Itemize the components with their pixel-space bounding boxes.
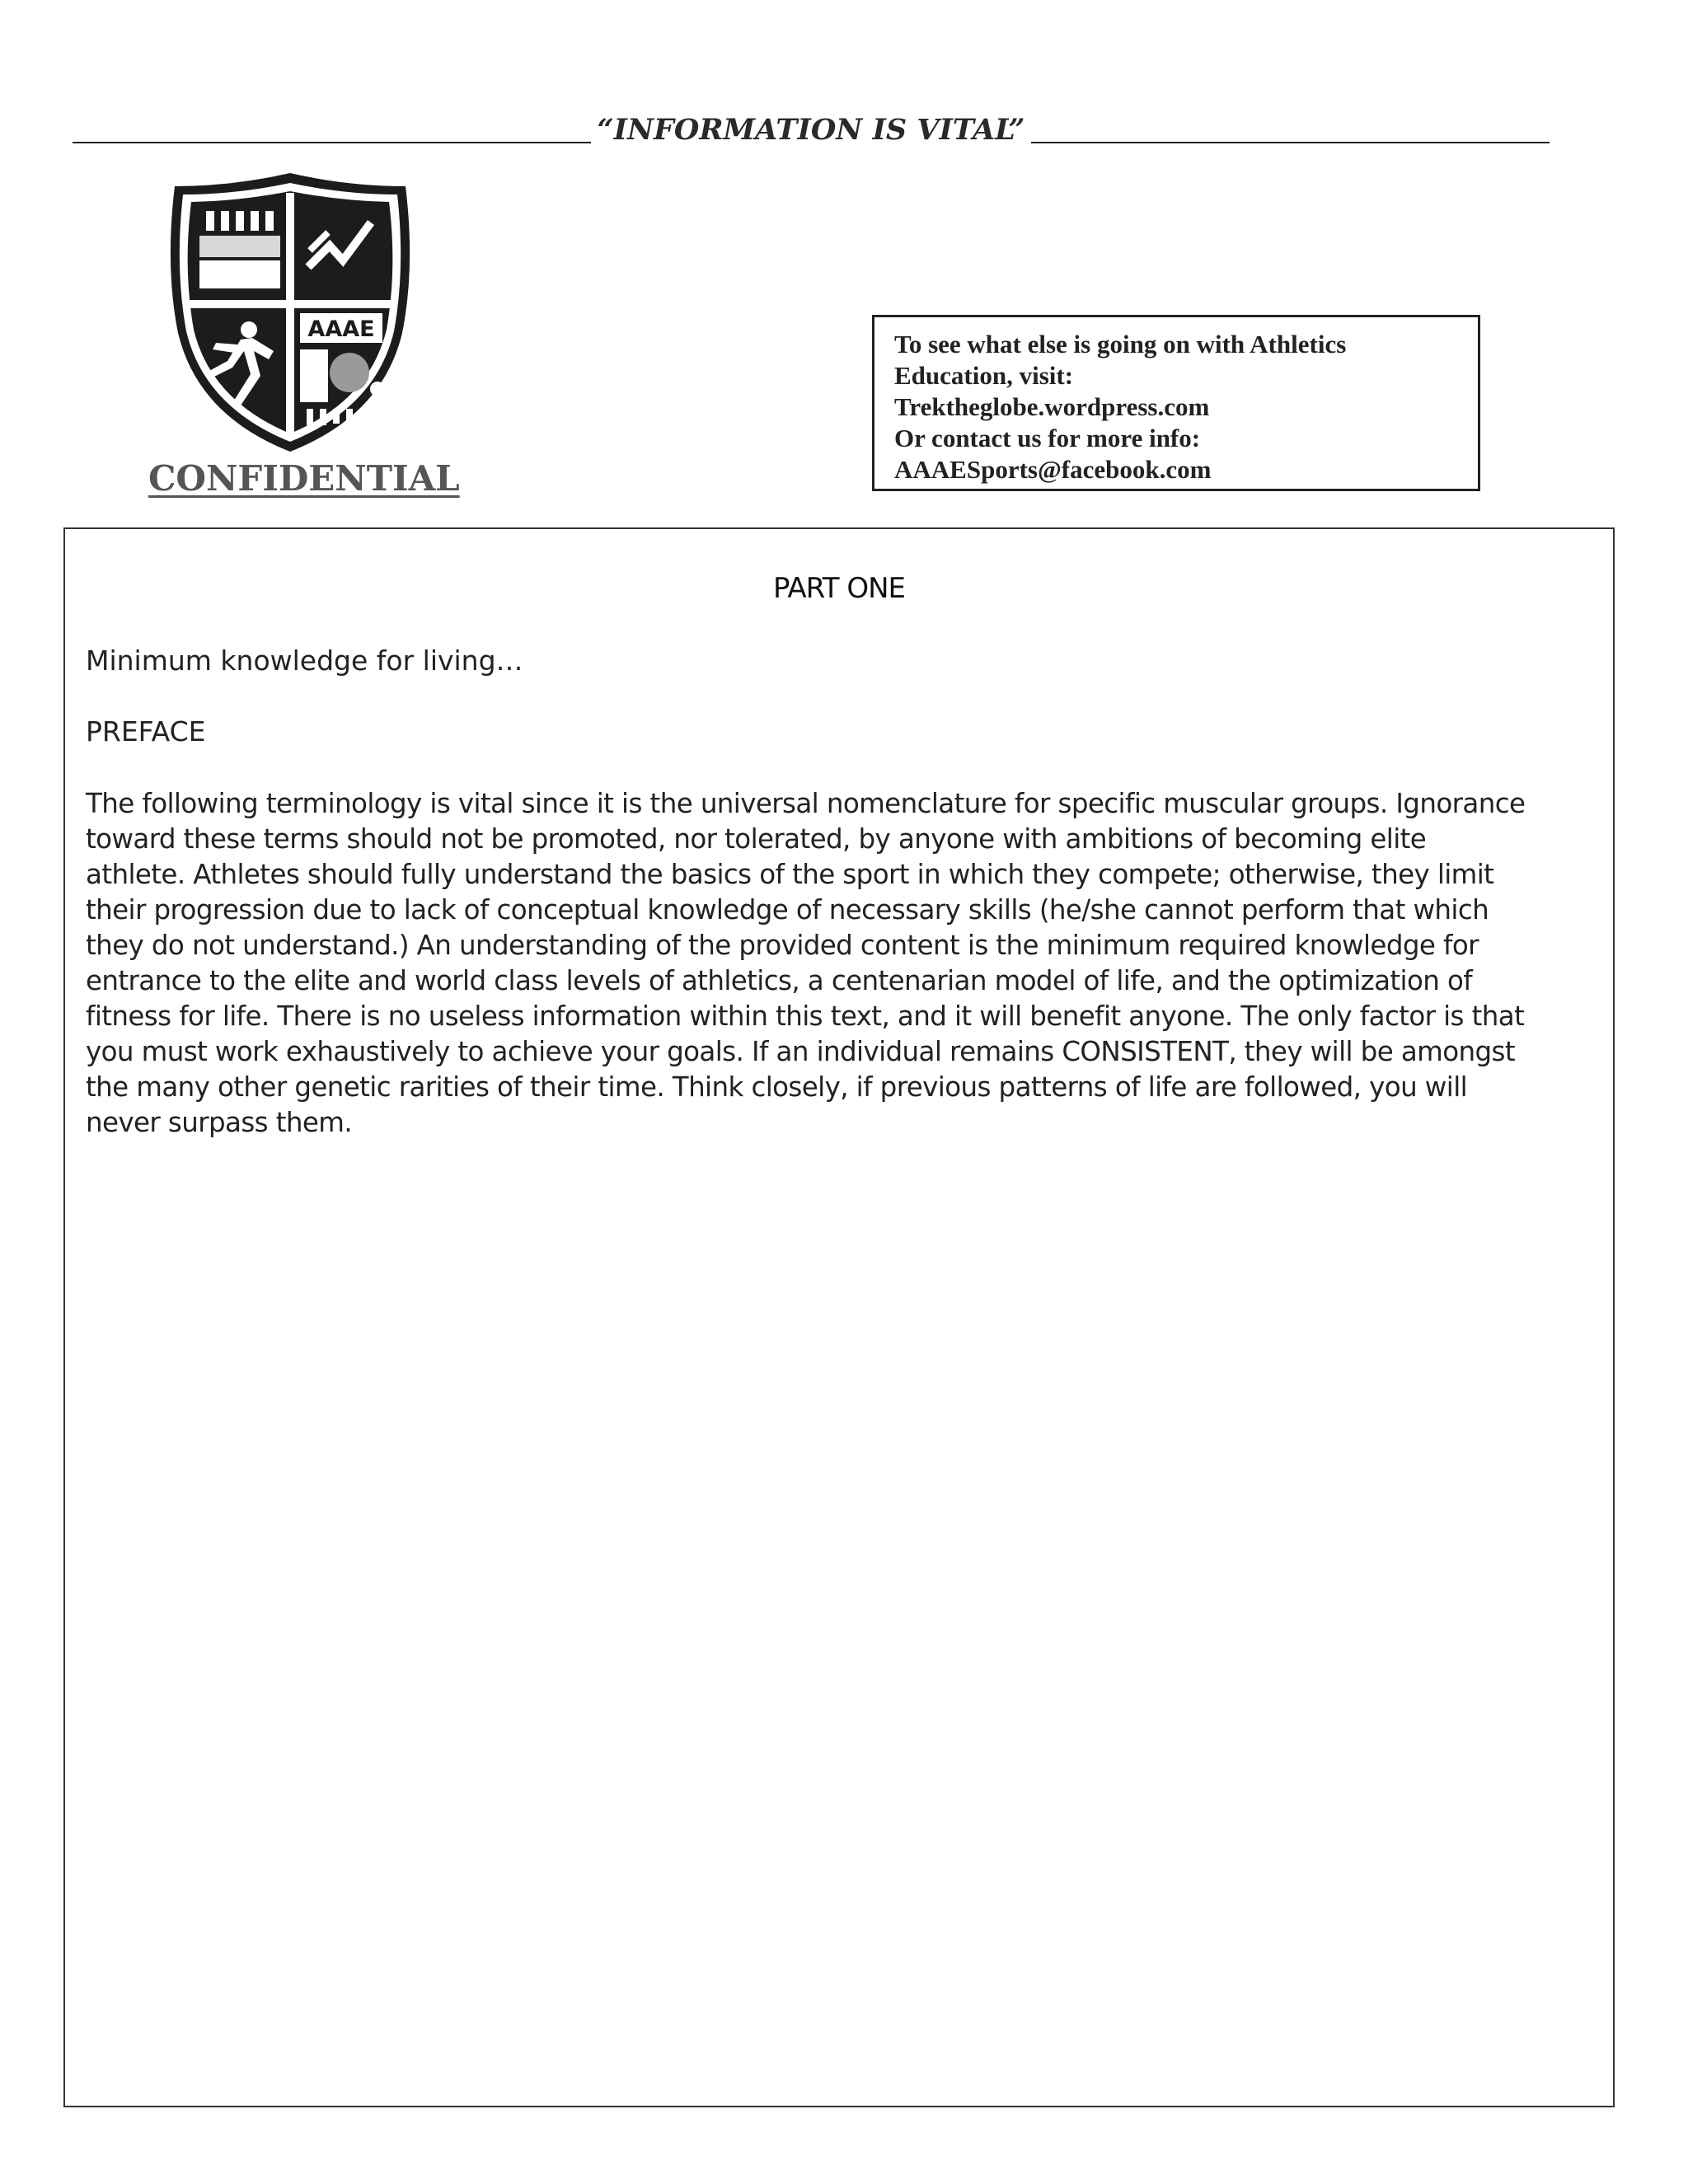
confidential-label: CONFIDENTIAL	[148, 458, 460, 499]
subtitle: Minimum knowledge for living…	[86, 644, 523, 677]
body-line: The following terminology is vital since it is the universal nomenclature for specific muscular groups. Ignorance	[86, 788, 1526, 819]
main-content-box	[63, 527, 1615, 2107]
body-line: athlete. Athletes should fully understand the basics of the sport in which they compete; otherwise, they limit	[86, 859, 1494, 890]
info-link-website[interactable]: Trektheglobe.wordpress.com	[894, 392, 1210, 421]
logo-text: AAAE	[307, 316, 375, 342]
body-line: toward these terms should not be promoted, nor tolerated, by anyone with ambitions of becoming elite	[86, 823, 1427, 855]
header-line	[73, 110, 1550, 147]
body-line: they do not understand.) An understanding of the provided content is the minimum required knowledge for	[86, 930, 1479, 961]
header-title: “INFORMATION IS VITAL”	[591, 113, 1032, 147]
body-line: the many other genetic rarities of their time. Think closely, if previous patterns of life are followed, you will	[86, 1071, 1468, 1103]
body-line: entrance to the elite and world class levels of athletics, a centenarian model of life, and the optimization of	[86, 965, 1473, 996]
preface-body	[86, 786, 1602, 1141]
info-link-facebook[interactable]: AAAESports@facebook.com	[894, 455, 1212, 484]
info-line: Education, visit:	[894, 361, 1074, 390]
preface-heading: PREFACE	[86, 715, 206, 748]
part-title: PART ONE	[773, 572, 905, 605]
body-line: their progression due to lack of conceptual knowledge of necessary skills (he/she cannot perform that which	[86, 894, 1489, 926]
shield-crest-icon	[158, 168, 422, 455]
body-line: never surpass them.	[86, 1107, 353, 1138]
body-line: you must work exhaustively to achieve your goals. If an individual remains CONSISTENT, they will be amongst	[86, 1036, 1515, 1067]
info-line: Or contact us for more info:	[894, 424, 1201, 452]
info-box	[872, 315, 1480, 491]
info-line: To see what else is going on with Athletics	[894, 330, 1347, 359]
header-title-wrap	[73, 107, 1550, 147]
body-line: fitness for life. There is no useless information within this text, and it will benefit anyone. The only factor is that	[86, 1001, 1525, 1032]
